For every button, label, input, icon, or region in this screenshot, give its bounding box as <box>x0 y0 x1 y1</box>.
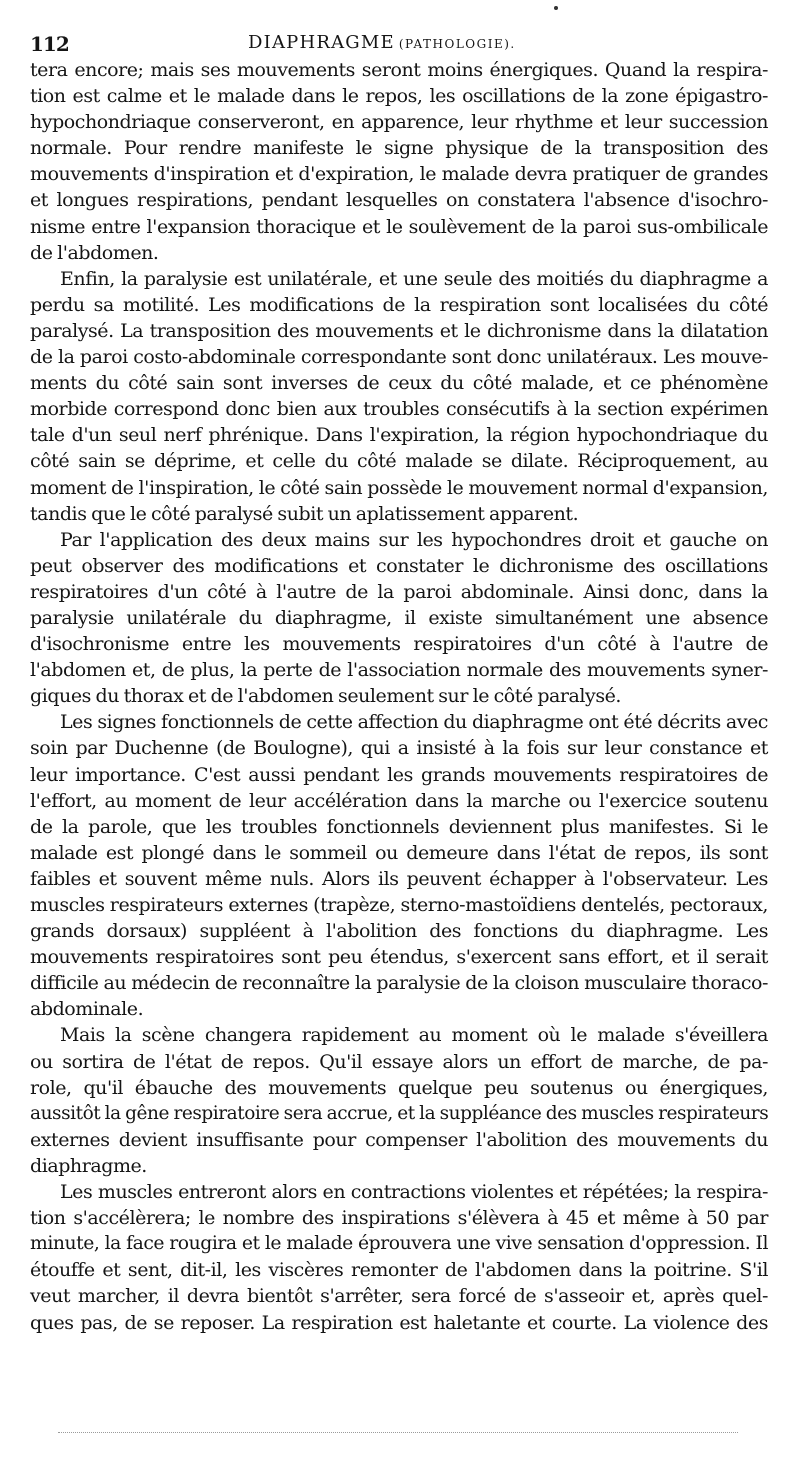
text-line: perdu sa motilité. Les modifications de la respiration sont localisées du côté <box>30 293 768 316</box>
text-line: paralysie unilatérale du diaphragme, il existe simultanément une absence <box>30 606 768 629</box>
text-line: de l'abdomen. <box>30 241 159 264</box>
running-title <box>248 32 516 53</box>
text-line: Enfin, la paralysie est unilatérale, et une seule des moitiés du diaphragme a <box>60 267 768 290</box>
text-line: normale. Pour rendre manifeste le signe physique de la transposition des <box>30 137 768 160</box>
text-line: de la parole, que les troubles fonctionnels deviennent plus manifestes. Si le <box>30 815 768 838</box>
text-line: leur importance. C'est aussi pendant les grands mouvements respiratoires de <box>30 763 768 786</box>
text-line: peut observer des modifications et constater le dichronisme des oscillations <box>30 554 768 577</box>
text-line: faibles et souvent même nuls. Alors ils peuvent échapper à l'observateur. Les <box>30 867 768 890</box>
text-line: mouvements respiratoires sont peu étendus, s'exercent sans effort, et il serait <box>30 946 768 969</box>
text-line: moment de l'inspiration, le côté sain possède le mouvement normal d'expansion, <box>30 476 768 499</box>
text-line: et longues respirations, pendant lesquelles on constatera l'absence d'isochro- <box>30 189 768 212</box>
text-line: tion est calme et le malade dans le repos, les oscillations de la zone épigastro- <box>30 85 768 108</box>
text-line: Par l'application des deux mains sur les hypochondres droit et gauche on <box>60 528 768 551</box>
text-line: role, qu'il ébauche des mouvements quelque peu soutenus ou énergiques, <box>30 1076 768 1099</box>
text-line: ments du côté sain sont inverses de ceux du côté malade, et ce phénomène <box>30 372 768 395</box>
running-header <box>30 32 760 58</box>
text-line: ques pas, de se reposer. La respiration est haletante et courte. La violence des <box>30 1311 768 1334</box>
footer-rule <box>58 1432 738 1433</box>
text-line: Les muscles entreront alors en contractions violentes et répétées; la respira- <box>60 1181 768 1204</box>
text-line: l'effort, au moment de leur accélération dans la marche ou l'exercice soutenu <box>30 789 768 812</box>
text-line: respiratoires d'un côté à l'autre de la paroi abdominale. Ainsi donc, dans la <box>30 580 768 603</box>
running-title-main: DIAPHRAGME <box>248 32 395 53</box>
text-line: morbide correspond donc bien aux troubles consécutifs à la section expérimen <box>30 398 768 421</box>
body-text <box>30 57 768 1336</box>
text-line: minute, la face rougira et le malade éprouvera une vive sensation d'oppression. Il <box>30 1233 768 1255</box>
text-line: de la paroi costo-abdominale correspondante sont donc unilatéraux. Les mouve- <box>30 346 768 369</box>
text-line: muscles respirateurs externes (trapèze, sterno-mastoïdiens dentelés, pectoraux, <box>30 894 768 916</box>
text-line: grands dorsaux) suppléent à l'abolition des fonctions du diaphragme. Les <box>30 920 768 943</box>
text-line: externes devient insuffisante pour compenser l'abolition des mouvements du <box>30 1128 768 1151</box>
text-line: nisme entre l'expansion thoracique et le soulèvement de la paroi sus-ombilicale <box>30 215 768 238</box>
print-speck <box>554 6 558 10</box>
text-line: soin par Duchenne (de Boulogne), qui a insisté à la fois sur leur constance et <box>30 737 768 760</box>
text-line: côté sain se déprime, et celle du côté malade se dilate. Réciproquement, au <box>30 450 768 473</box>
text-line: abdominale. <box>30 998 144 1021</box>
text-line: malade est plongé dans le sommeil ou demeure dans l'état de repos, ils sont <box>30 841 768 864</box>
text-line: difficile au médecin de reconnaître la paralysie de la cloison musculaire thoraco- <box>30 972 768 995</box>
text-line: d'isochronisme entre les mouvements respiratoires d'un côté à l'autre de <box>30 633 768 656</box>
text-line: veut marcher, il devra bientôt s'arrêter, sera forcé de s'asseoir et, après quel- <box>30 1285 768 1308</box>
text-line: tera encore; mais ses mouvements seront moins énergiques. Quand la respira- <box>30 59 768 81</box>
text-line: mouvements d'inspiration et d'expiration, le malade devra pratiquer de grandes <box>30 163 768 186</box>
text-line: étouffe et sent, dit-il, les viscères remonter de l'abdomen dans la poitrine. S'il <box>30 1259 768 1282</box>
text-line: ou sortira de l'état de repos. Qu'il essaye alors un effort de marche, de pa- <box>30 1050 768 1073</box>
text-line: tale d'un seul nerf phrénique. Dans l'expiration, la région hypochondriaque du <box>30 424 768 447</box>
page-number: 112 <box>30 32 69 56</box>
running-title-subtitle: (PATHOLOGIE). <box>398 37 516 51</box>
text-line: tion s'accélèrera; le nombre des inspirations s'élèvera à 45 et même à 50 par <box>30 1207 768 1230</box>
text-line: giques du thorax et de l'abdomen seulement sur le côté paralysé. <box>30 685 622 708</box>
text-line: hypochondriaque conserveront, en apparence, leur rhythme et leur succession <box>30 111 768 134</box>
text-line: Les signes fonctionnels de cette affection du diaphragme ont été décrits avec <box>60 711 768 734</box>
text-line: tandis que le côté paralysé subit un aplatissement apparent. <box>30 502 579 525</box>
text-line: aussitôt la gêne respiratoire sera accrue, et la suppléance des muscles respirateurs <box>30 1102 769 1124</box>
text-line: Mais la scène changera rapidement au moment où le malade s'éveillera <box>60 1024 768 1047</box>
text-line: diaphragme. <box>30 1154 147 1177</box>
text-line: l'abdomen et, de plus, la perte de l'association normale des mouvements syner- <box>30 659 768 682</box>
text-line: paralysé. La transposition des mouvements et le dichronisme dans la dilatation <box>30 319 768 342</box>
